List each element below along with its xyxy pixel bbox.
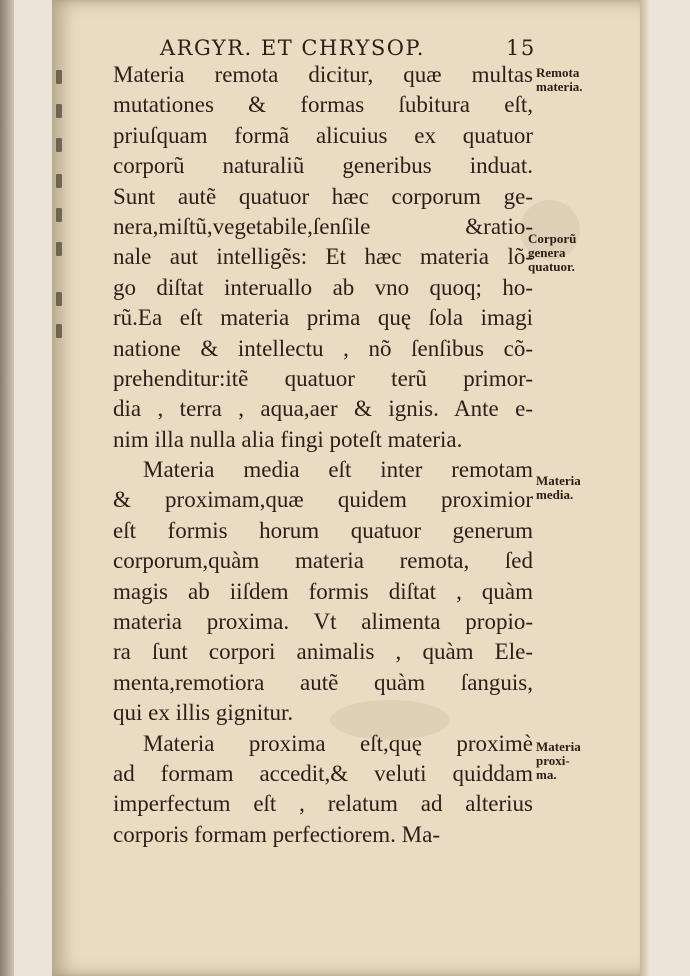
marginal-note-line: ma. xyxy=(536,767,557,782)
marginal-note-line: quatuor. xyxy=(528,259,575,274)
text-line: nera,miſtũ,vegetabile,ſenſile &ratio- xyxy=(113,213,533,239)
text-line: natione & intellectu , nõ ſenſibus cõ- xyxy=(113,335,533,361)
binding-shadow xyxy=(0,0,14,976)
text-line: qui ex illis gignitur. xyxy=(113,700,294,726)
text-line: prehenditur:itẽ quatuor terũ primor- xyxy=(113,365,533,391)
marginal-note-line: media. xyxy=(536,487,574,502)
marginal-note-line: Remota xyxy=(536,65,580,80)
text-line: corporum,quàm materia remota, ſed xyxy=(113,548,533,574)
text-line: nale aut intelligẽs: Et hæc materia lõ- xyxy=(113,244,533,270)
marginal-note-remota xyxy=(536,66,583,94)
marginal-note-line: proxi- xyxy=(536,753,570,768)
marginal-note-line: Materia xyxy=(536,473,581,488)
running-header xyxy=(160,36,536,60)
marginal-note-line: materia. xyxy=(536,79,583,94)
text-line: Materia remota dicitur, quæ multas xyxy=(113,62,533,87)
text-line: nim illa nulla alia fingi poteſt materia. xyxy=(113,426,463,452)
text-line: Sunt autẽ quatuor hæc corporum ge- xyxy=(113,183,533,209)
marginal-note-media xyxy=(536,474,581,502)
marginal-note-line: genera xyxy=(528,245,566,260)
page-edge xyxy=(640,0,650,976)
text-line: ra ſunt corpori animalis , quàm Ele- xyxy=(113,639,533,665)
bleed-through-marks xyxy=(56,70,66,370)
text-line: corporũ naturaliũ generibus induat. xyxy=(113,153,533,179)
text-line: materia proxima. Vt alimenta propio- xyxy=(113,609,533,635)
text-line: magis ab iiſdem formis diſtat , quàm xyxy=(113,578,533,604)
text-line: & proximam,quæ quidem proximior xyxy=(113,487,533,513)
page-number: 15 xyxy=(506,36,536,60)
marginal-note-proxima xyxy=(536,740,581,782)
text-line: go diſtat interuallo ab vno quoq; ho- xyxy=(113,274,533,300)
text-line: dia , terra , aqua,aer & ignis. Ante e- xyxy=(113,396,533,422)
text-line: corporis formam perfectiorem. Ma- xyxy=(113,821,440,847)
text-line: ad formam accedit,& veluti quiddam xyxy=(113,760,533,786)
marginal-note-line: Materia xyxy=(536,739,581,754)
marginal-note-line: Corporũ xyxy=(528,231,577,246)
text-line: mutationes & formas ſubitura eſt, xyxy=(113,92,533,118)
text-line: priuſquam formã alicuius ex quatuor xyxy=(113,122,533,148)
text-line: rũ.Ea eſt materia prima quę ſola imagi xyxy=(113,305,533,331)
text-line: imperfectum eſt , relatum ad alterius xyxy=(113,791,533,817)
text-line: Materia media eſt inter remotam xyxy=(143,457,533,483)
body-text xyxy=(113,60,533,850)
text-line: eſt formis horum quatuor generum xyxy=(113,517,533,543)
running-title: ARGYR. ET CHRYSOP. xyxy=(160,36,425,60)
text-line: menta,remotiora autẽ quàm ſanguis, xyxy=(113,669,533,695)
text-line: Materia proxima eſt,quę proximè xyxy=(143,730,533,756)
marginal-note-corporum xyxy=(528,232,576,274)
